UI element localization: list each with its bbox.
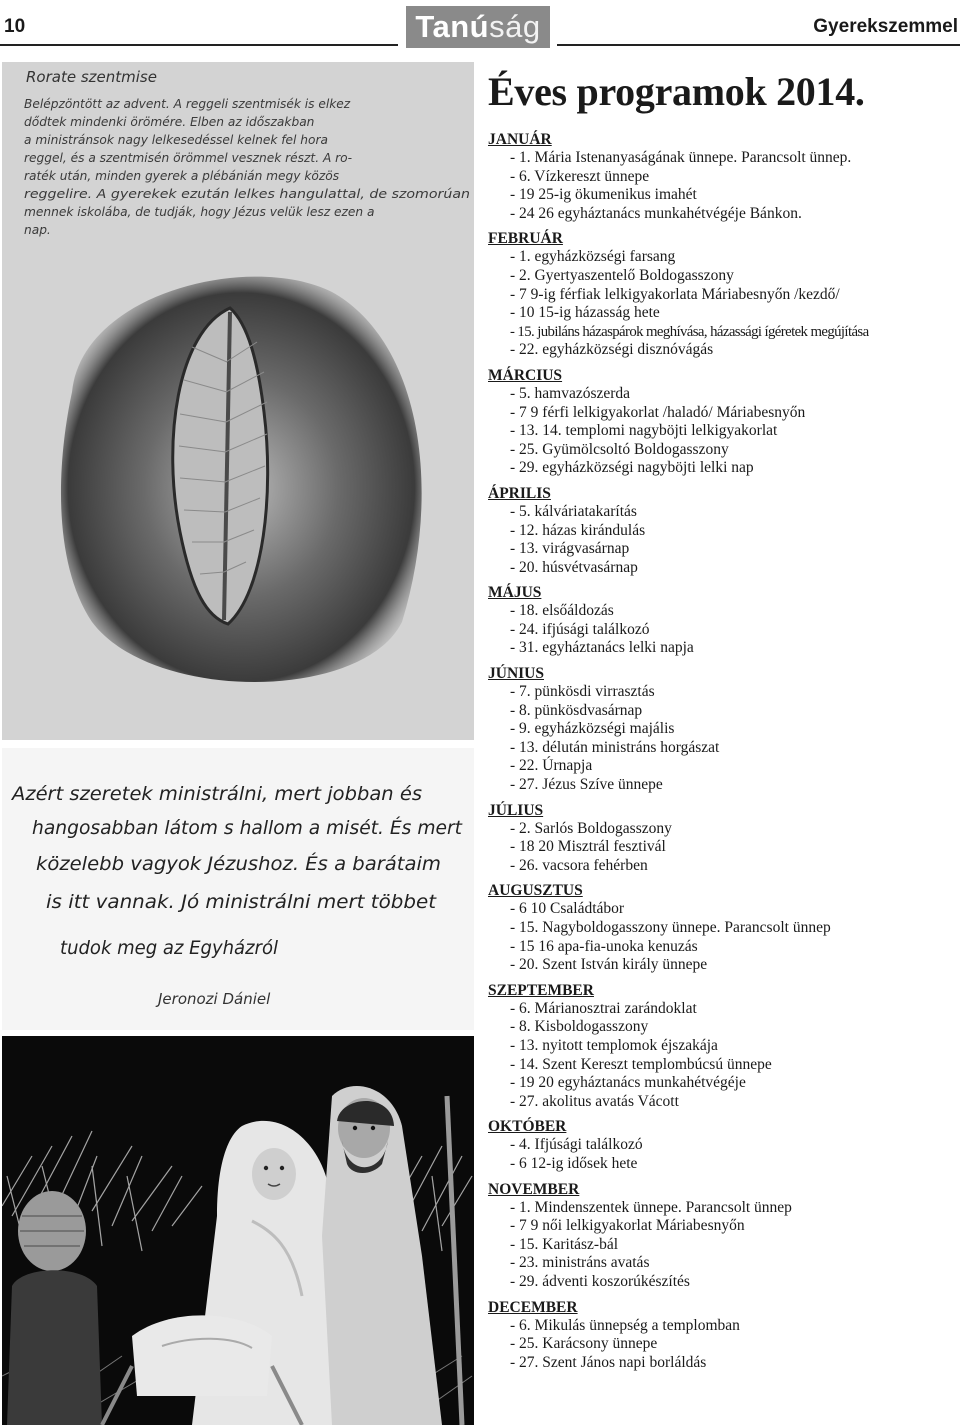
program-item: - 15. Karitász-bál — [510, 1235, 619, 1253]
program-item: - 1. Mindenszentek ünnepe. Parancsolt ünnep — [510, 1198, 792, 1216]
letter-line: tudok meg az Egyházról — [60, 937, 279, 959]
program-item: - 23. ministráns avatás — [510, 1254, 650, 1272]
drawing-line: dődtek mindenki örömére. Elben az időszakban — [24, 115, 315, 129]
section-name: Gyerekszemmel — [813, 16, 958, 37]
program-item: - 14. Szent Kereszt templombúcsú ünnepe — [510, 1055, 772, 1073]
handwritten-letter-image — [2, 748, 474, 1030]
annual-program — [488, 64, 958, 1372]
program-item: - 20. Szent István király ünnepe — [510, 956, 708, 974]
program-title: Éves programok 2014. — [488, 69, 865, 114]
program-item: - 2. Gyertyaszentelő Boldogasszony — [510, 266, 734, 284]
program-item: - 7. pünkösdi virrasztás — [510, 683, 655, 701]
program-item: - 27. Szent János napi borláldás — [510, 1353, 707, 1371]
program-item: - 27. Jézus Szíve ünnepe — [510, 776, 663, 794]
program-item: - 29. egyházközségi nagyböjti lelki nap — [510, 459, 754, 477]
nativity-scene-svg — [2, 1036, 474, 1425]
drawing-line: reggelire. A gyerekek ezután lelkes hangulattal, de szomorúan — [24, 187, 470, 201]
month-heading: NOVEMBER — [488, 1180, 580, 1198]
program-item: - 6 10 Családtábor — [510, 900, 625, 918]
program-item: - 8. Kisboldogasszony — [510, 1018, 649, 1036]
program-item: - 19 25-ig ökumenikus imahét — [510, 186, 697, 204]
masthead-bold: Tanú — [415, 9, 490, 44]
program-item: - 25. Karácsony ünnepe — [510, 1335, 658, 1353]
drawing-title: Rorate szentmise — [26, 68, 157, 86]
program-item: - 25. Gyümölcsoltó Boldogasszony — [510, 440, 729, 458]
program-item: - 6 12-ig idősek hete — [510, 1154, 638, 1172]
program-item: - 15. Nagyboldogasszony ünnepe. Parancsolt ünnep — [510, 919, 831, 936]
letter-line: közelebb vagyok Jézushoz. És a barátaim — [36, 853, 429, 875]
page-number: 10 — [4, 16, 26, 37]
drawing-line: Belépzöntött az advent. A reggeli szentmisék is elkez — [24, 97, 351, 111]
drawing-line: nap. — [24, 223, 51, 237]
program-months — [488, 130, 958, 1372]
program-item: - 5. hamvazószerda — [510, 384, 631, 402]
month-heading: ÁPRILIS — [488, 484, 551, 502]
masthead-logo — [406, 6, 550, 48]
program-item: - 1. egyházközségi farsang — [510, 248, 676, 266]
program-item: - 13. virágvasárnap — [510, 540, 630, 558]
letter-line: is itt vannak. Jó ministrálni mert többet — [46, 891, 438, 913]
masthead-light: ság — [489, 9, 541, 44]
month-heading: OKTÓBER — [488, 1118, 567, 1136]
letter-signature: Jeronozi Dániel — [158, 990, 271, 1008]
drawing-line: a ministránsok nagy lelkesedéssel kelnek fel hora — [24, 133, 328, 147]
month-heading: JÚNIUS — [488, 665, 544, 683]
program-item: - 22. Úrnapja — [510, 757, 593, 775]
month-heading: DECEMBER — [488, 1298, 578, 1316]
program-item: - 29. ádventi koszorúkészítés — [510, 1272, 690, 1290]
program-item: - 5. kálváriatakarítás — [510, 502, 637, 520]
header-rule-right — [557, 44, 960, 46]
letter-line: Azért szeretek ministrálni, mert jobban és — [9, 783, 423, 805]
program-item: - 22. egyházközségi disznóvágás — [510, 341, 714, 359]
program-item: - 24 26 egyháztanács munkahétvégéje Bánkon. — [510, 204, 802, 222]
program-item: - 9. egyházközségi majális — [510, 720, 675, 738]
program-item: - 15 16 apa-fia-unoka kenuzás — [510, 937, 698, 955]
program-item: - 12. házas kirándulás — [510, 521, 646, 539]
nativity-scene-photo — [2, 1036, 474, 1425]
month-heading: MÁRCIUS — [488, 366, 563, 384]
program-item: - 27. akolitus avatás Vácott — [510, 1092, 679, 1110]
page-header — [0, 0, 960, 58]
program-item: - 19 20 egyháztanács munkahétvégéje — [510, 1074, 746, 1092]
program-item: - 24. ifjúsági találkozó — [510, 620, 650, 638]
program-item: - 15. jubiláns házaspárok meghívása, házassági ígéretek megújítása — [510, 323, 869, 340]
program-item: - 7 9-ig férfiak lelkigyakorlata Máriabesnyőn /kezdő/ — [510, 285, 840, 303]
program-item: - 13. 14. templomi nagyböjti lelkigyakorlat — [510, 422, 778, 440]
drawing-line: mennek iskolába, de tudják, hogy Jézus velük lesz ezen a — [24, 205, 375, 219]
pencil-drawing-svg — [2, 62, 474, 740]
month-heading: JANUÁR — [488, 131, 552, 148]
letter-line: hangosabban látom s hallom a misét. És mert — [32, 817, 470, 839]
program-item: - 6. Márianosztrai zarándoklat — [510, 999, 697, 1017]
program-item: - 31. egyháztanács lelki napja — [510, 639, 694, 657]
header-rule-left — [0, 44, 398, 46]
program-item: - 8. pünkösdvasárnap — [510, 701, 643, 719]
drawing-line: reggel, és a szentmisén örömmel vesznek részt. A ro- — [24, 151, 353, 165]
program-item: - 18. elsőáldozás — [510, 602, 614, 620]
program-item: - 1. Mária Istenanyaságának ünnepe. Parancsolt ünnep. — [510, 149, 852, 166]
program-item: - 26. vacsora fehérben — [510, 856, 648, 874]
handwritten-letter-svg — [2, 748, 474, 1030]
month-heading: FEBRUÁR — [488, 230, 563, 248]
program-item: - 6. Mikulás ünnepség a templomban — [510, 1316, 740, 1334]
month-heading: MÁJUS — [488, 584, 542, 602]
program-item: - 20. húsvétvasárnap — [510, 558, 638, 576]
month-heading: AUGUSZTUS — [488, 882, 583, 900]
program-item: - 4. Ifjúsági találkozó — [510, 1136, 643, 1154]
month-heading: JÚLIUS — [488, 801, 544, 819]
program-item: - 2. Sarlós Boldogasszony — [510, 819, 672, 837]
drawing-line: raték után, minden gyerek a plébánián megy közös — [24, 169, 340, 183]
program-item: - 6. Vízkereszt ünnepe — [510, 167, 650, 185]
program-item: - 7 9 női lelkigyakorlat Máriabesnyőn — [510, 1217, 745, 1235]
pencil-drawing-image — [2, 62, 474, 740]
program-item: - 7 9 férfi lelkigyakorlat /haladó/ Máriabesnyőn — [510, 403, 806, 421]
program-item: - 10 15-ig házasság hete — [510, 304, 660, 322]
month-heading: SZEPTEMBER — [488, 981, 594, 999]
program-item: - 13. délután ministráns horgászat — [510, 738, 720, 756]
program-item: - 18 20 Misztrál fesztivál — [510, 838, 666, 856]
program-item: - 13. nyitott templomok éjszakája — [510, 1036, 718, 1054]
